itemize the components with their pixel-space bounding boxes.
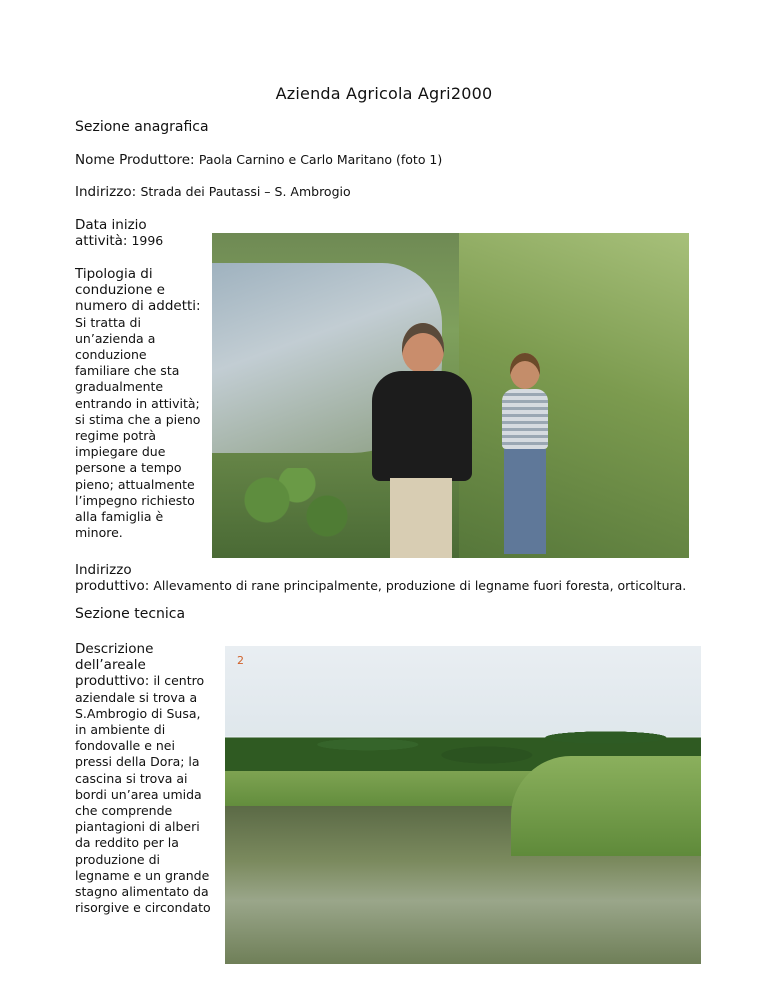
text-line: entrando in attività; — [75, 395, 200, 411]
page-title: Azienda Agricola Agri2000 — [275, 84, 493, 103]
field-label: Descrizione — [75, 641, 154, 657]
photo-producers-at-pond — [212, 233, 689, 558]
text-line: aziendale si trova a — [75, 689, 198, 705]
field-indirizzo — [75, 184, 351, 200]
text-line: in ambiente di — [75, 722, 166, 738]
photo-pond-landscape — [225, 646, 701, 964]
field-label: dell’areale — [75, 657, 146, 674]
field-label: Indirizzo: — [75, 184, 137, 200]
text-line: da reddito per la — [75, 835, 179, 851]
field-label: conduzione e — [75, 282, 165, 299]
field-nome-produttore — [75, 152, 442, 168]
text-line: si stima che a pieno — [75, 411, 201, 427]
text-line: fondovalle e nei — [75, 738, 175, 754]
text-line: risorgive e circondato — [75, 900, 211, 916]
field-value: Paola Carnino e Carlo Maritano (foto 1) — [198, 152, 443, 167]
text-line: alla famiglia è — [75, 509, 164, 525]
text-line: persone a tempo — [75, 460, 182, 476]
text-line: gradualmente — [75, 379, 164, 395]
field-label: Tipologia di — [75, 266, 153, 282]
text-line: l’impegno richiesto — [75, 492, 195, 508]
photo-lily-pads — [222, 468, 372, 548]
text-line: regime potrà — [75, 428, 157, 444]
text-line: pressi della Dora; la — [75, 754, 200, 770]
field-label: Indirizzo — [75, 562, 132, 578]
photo-person-woman — [490, 353, 560, 558]
photo-reeds — [511, 756, 701, 856]
text-line: familiare che sta — [75, 363, 180, 379]
text-line: minore. — [75, 525, 123, 541]
text-line: pieno; attualmente — [75, 476, 195, 492]
section-heading-tecnica: Sezione tecnica — [75, 606, 186, 622]
field-value: 1996 — [131, 233, 164, 249]
text-line: impiegare due — [75, 444, 166, 460]
field-descrizione — [75, 641, 223, 916]
text-line: Si tratta di — [75, 314, 141, 330]
field-data-inizio — [75, 217, 163, 249]
text-line: che comprende — [75, 803, 173, 819]
field-label: numero di addetti: — [75, 298, 201, 315]
field-value: Strada dei Pautassi – S. Ambrogio — [140, 184, 351, 199]
text-line: cascina si trova ai — [75, 770, 188, 786]
field-value: Allevamento di rane principalmente, produzione di legname fuori foresta, orticoltura. — [153, 578, 687, 594]
field-label: produttivo: — [75, 578, 150, 595]
text-line: S.Ambrogio di Susa, — [75, 705, 201, 721]
field-label: Data inizio — [75, 217, 147, 233]
field-indirizzo-produttivo — [75, 562, 715, 594]
text-line: il centro — [153, 673, 205, 689]
text-line: piantagioni di alberi — [75, 819, 200, 835]
field-tipologia — [75, 266, 210, 541]
photo-number: 2 — [237, 654, 244, 667]
field-label: attività: — [75, 233, 128, 250]
text-line: produzione di — [75, 851, 160, 867]
text-line: stagno alimentato da — [75, 884, 209, 900]
text-line: un’azienda a — [75, 330, 156, 346]
field-label: produttivo: — [75, 673, 150, 690]
field-label: Nome Produttore: — [75, 152, 195, 168]
photo-person-man — [362, 323, 472, 558]
text-line: bordi un’area umida — [75, 786, 202, 802]
text-line: legname e un grande — [75, 867, 210, 883]
text-line: conduzione — [75, 347, 147, 363]
section-heading-anagrafica: Sezione anagrafica — [75, 119, 209, 135]
